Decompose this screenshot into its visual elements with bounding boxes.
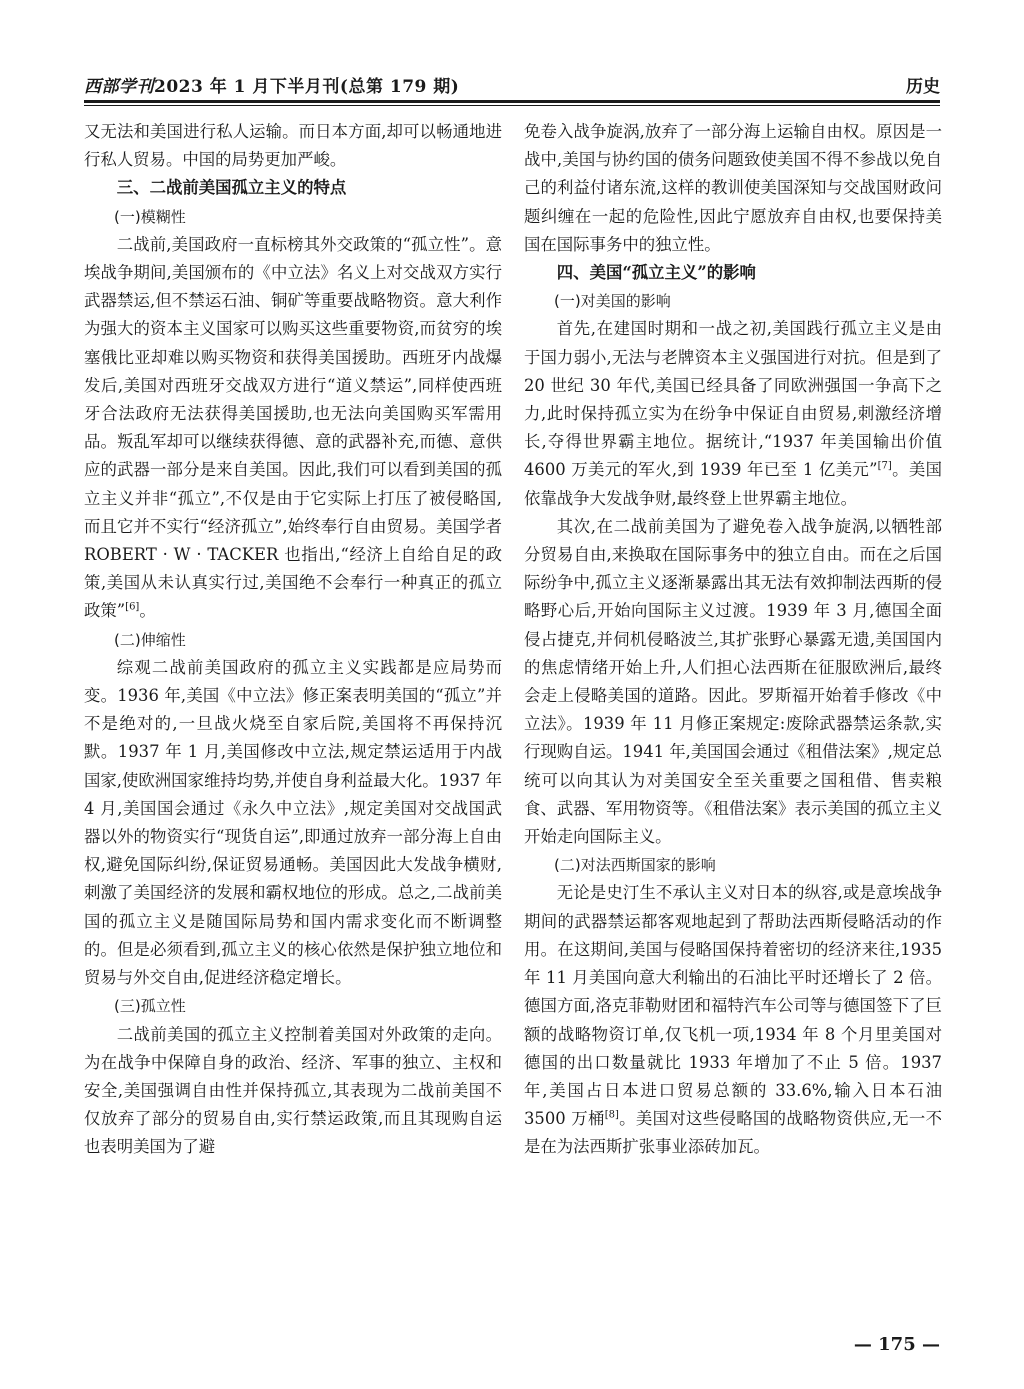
paragraph-text: 首先,在建国时期和一战之初,美国践行孤立主义是由于国力弱小,无法与老牌资本主义强国进行对抗。但是到了 20 世纪 30 年代,美国已经具备了同欧洲强国一争高下之力,此时保持孤立实为在纷争中保证自由贸易,刺激经济增长,夺得世界霸主地位。据统计,“1937 年美国输出价值 4600 万美元的军火,到 1939 年已至 1 亿美元” (524, 319, 942, 480)
page-header (84, 72, 940, 98)
paragraph-text: 无论是史汀生不承认主义对日本的纵容,或是意埃战争期间的武器禁运都客观地起到了帮助法西斯侵略活动的作用。在这期间,美国与侵略国保持着密切的经济来往,1935 年 11 月美国向意大利输出的石油比平时还增长了 2 倍。德国方面,洛克菲勒财团和福特汽车公司等与德国签下了巨额的战略物资订单,仅飞机一项,1934 年 8 个月里美国对德国的出口数量就比 1933 年增加了不止 5 倍。1937 年,美国占日本进口贸易总额的 33.6%,输入日本石油 3500 万桶 (524, 883, 942, 1129)
subsection-heading: (二)对法西斯国家的影响 (554, 856, 716, 875)
paragraph-end: 。美国依靠战争大发战争财,最终登上世界霸主地位。 (524, 460, 943, 508)
citation-ref: [7] (877, 460, 892, 472)
right-column (524, 118, 942, 1162)
subsection-heading: (一)对美国的影响 (554, 292, 671, 311)
paragraph (84, 231, 502, 626)
paragraph: 又无法和美国进行私人运输。而日本方面,却可以畅通地进行私人贸易。中国的局势更加严峻。 (84, 122, 502, 170)
paragraph: 其次,在二战前美国为了避免卷入战争旋涡,以牺牲部分贸易自由,来换取在国际事务中的独立自由。而在之后国际纷争中,孤立主义逐渐暴露出其无法有效抑制法西斯的侵略野心后,开始向国际主义过渡。1939 年 3 月,德国全面侵占捷克,并伺机侵略波兰,其扩张野心暴露无遗,美国国内的焦虑情绪开始上升,人们担心法西斯在征服欧洲后,最终会走上侵略美国的道路。因此。罗斯福开始着手修改《中立法》。1939 年 11 月修正案规定:废除武器禁运条款,实行现购自运。1941 年,美国国会通过《租借法案》,规定总统可以向其认为对美国安全至关重要之国租借、售卖粮食、武器、军用物资等。《租借法案》表示美国的孤立主义开始走向国际主义。 (524, 516, 942, 847)
journal-issue: 2023 年 1 月下半月刊(总第 179 期) (154, 77, 460, 97)
paragraph-text: 二战前,美国政府一直标榜其外交政策的“孤立性”。意埃战争期间,美国颁布的《中立法》名义上对交战双方实行武器禁运,但不禁运石油、铜矿等重要战略物资。意大利作为强大的资本主义国家可以购买这些重要物资,而贫穷的埃塞俄比亚却难以购买物资和获得美国援助。西班牙内战爆发后,美国对西班牙交战双方进行“道义禁运”,同样使西班牙合法政府无法获得美国援助,也无法向美国购买军需用品。叛乱军却可以继续获得德、意的武器补充,而德、意供应的武器一部分是来自美国。因此,我们可以看到美国的孤立主义并非“孤立”,不仅是由于它实际上打压了被侵略国,而且它并不实行“经济孤立”,始终奉行自由贸易。美国学者ROBERT · W · TACKER 也指出,“经济上自给自足的政策,美国从未认真实行过,美国绝不会奉行一种真正的孤立政策” (84, 234, 502, 621)
subsection-heading: (三)孤立性 (114, 997, 186, 1016)
paragraph (524, 879, 942, 1161)
subsection-heading: (一)模糊性 (114, 207, 186, 226)
section-heading: 三、二战前美国孤立主义的特点 (116, 178, 347, 198)
paragraph (524, 315, 942, 512)
paragraph: 二战前美国的孤立主义控制着美国对外政策的走向。为在战争中保障自身的政治、经济、军事的独立、主权和安全,美国强调自由性并保持孤立,其表现为二战前美国不仅放弃了部分的贸易自由,实行禁运政策,而且其现购自运也表明美国为了避 (84, 1024, 502, 1157)
paragraph-end: 。美国对这些侵略国的战略物资供应,无一不是在为法西斯扩张事业添砖加瓦。 (524, 1109, 942, 1157)
journal-logo: 西部学刊 (84, 77, 154, 97)
citation-ref: [8] (604, 1109, 619, 1121)
header-rule-thin (84, 105, 940, 106)
paragraph-end: 。 (139, 601, 156, 621)
page-number: — 175 — (853, 1334, 940, 1355)
header-rule-thick (84, 100, 940, 103)
subsection-heading: (二)伸缩性 (114, 630, 186, 649)
left-column (84, 118, 502, 1162)
citation-ref: [6] (125, 601, 140, 613)
paragraph: 免卷入战争旋涡,放弃了一部分海上运输自由权。原因是一战中,美国与协约国的债务问题致使美国不得不参战以免自己的利益付诸东流,这样的教训使美国深知与交战国财政问题纠缠在一起的危险性,因此宁愿放弃自由权,也要保持美国在国际事务中的独立性。 (524, 122, 942, 254)
paragraph: 综观二战前美国政府的孤立主义实践都是应局势而变。1936 年,美国《中立法》修正案表明美国的“孤立”并不是绝对的,一旦战火烧至自家后院,美国将不再保持沉默。1937 年 1 月,美国修改中立法,规定禁运适用于内战国家,使欧洲国家维持均势,并使自身利益最大化。1937 年 4 月,美国国会通过《永久中立法》,规定美国对交战国武器以外的物资实行“现货自运”,即通过放弃一部分海上自由权,避免国际纠纷,保证贸易通畅。美国因此大发战争横财,刺激了美国经济的发展和霸权地位的形成。总之,二战前美国的孤立主义是随国际局势和国内需求变化而不断调整的。但是必须看到,孤立主义的核心依然是保护独立地位和贸易与外交自由,促进经济稳定增长。 (84, 657, 502, 988)
section-heading: 四、美国“孤立主义”的影响 (556, 263, 756, 283)
journal-title (84, 72, 459, 97)
section-label: 历史 (906, 77, 940, 97)
